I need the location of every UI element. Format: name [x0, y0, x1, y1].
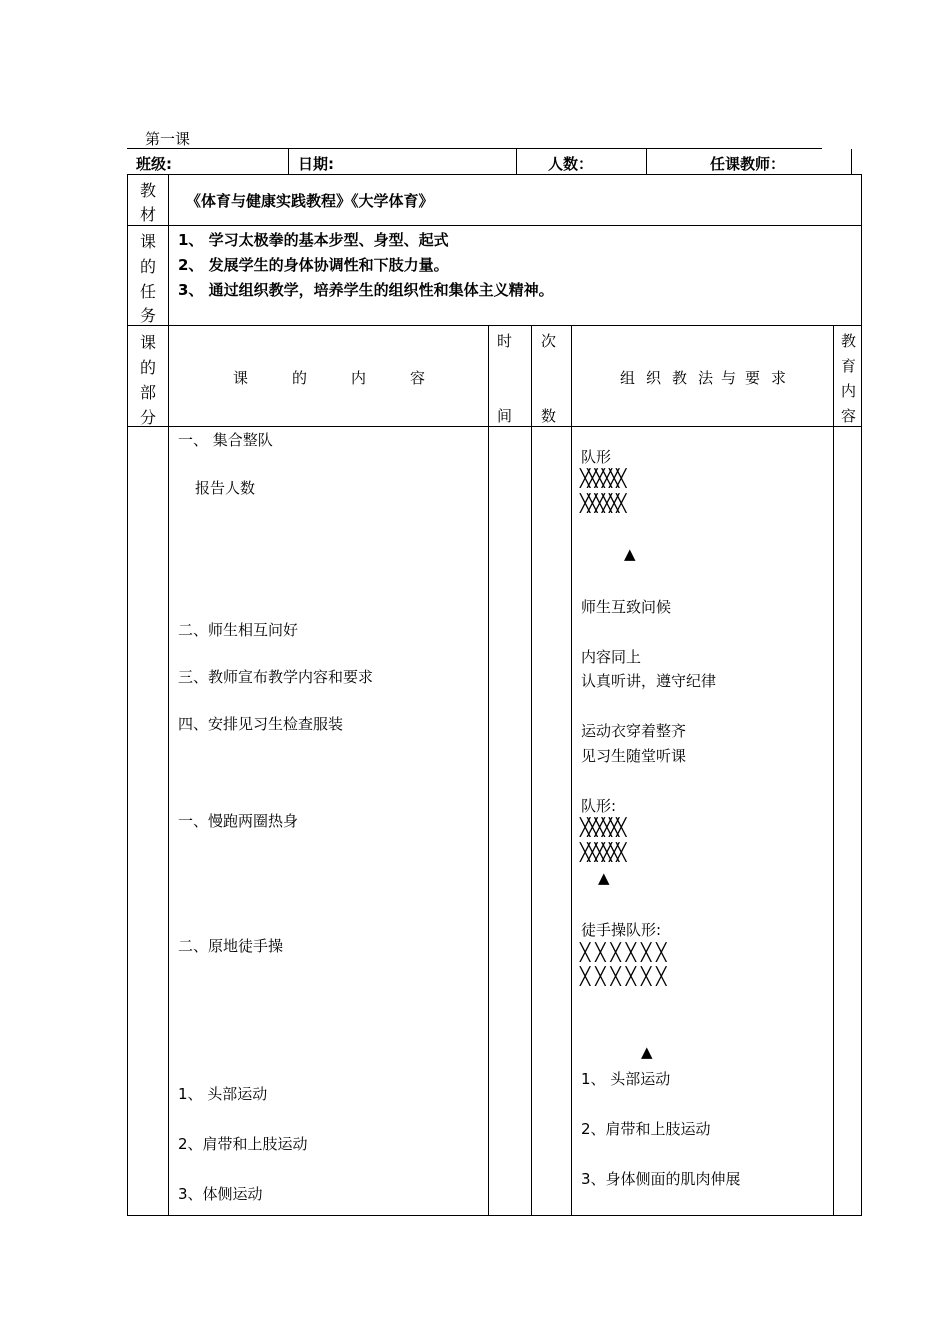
col-method-2: 织 [646, 369, 662, 387]
col-content-3: 内 [351, 369, 367, 387]
teacher-triangle-icon-3: ▲ [641, 1043, 653, 1061]
method-uniform: 运动衣穿着整齐 [581, 722, 687, 740]
content-item-7: 二、原地徒手操 [178, 937, 284, 955]
formation-row-5: ╳╳╳╳╳╳ [580, 943, 672, 963]
content-item-6: 一、慢跑两圈热身 [178, 812, 299, 830]
method-observer: 见习生随堂听课 [581, 747, 687, 765]
table-right-border [861, 174, 862, 1216]
material-label-2: 材 [139, 205, 156, 224]
method-same: 内容同上 [581, 648, 642, 666]
header-bottom-rule [127, 174, 862, 175]
content-item-2: 报告人数 [195, 479, 256, 497]
col-content-1: 课 [233, 369, 249, 387]
col-time-2: 间 [497, 407, 513, 425]
formation-label-2: 队形: [581, 797, 617, 815]
count-label: 人数： [548, 155, 594, 173]
formation-row-3: ╳╳╳╳╳╳ [580, 818, 624, 838]
table-bottom-border [127, 1215, 862, 1216]
col-method-5: 与 [721, 369, 737, 387]
content-item-3: 二、师生相互问好 [178, 621, 299, 639]
lesson-title: 第一课 [145, 130, 191, 148]
method-greeting: 师生互致问候 [581, 598, 672, 616]
content-item-4: 三、教师宣布教学内容和要求 [178, 668, 374, 686]
teacher-triangle-icon-2: ▲ [598, 869, 610, 887]
task-item-1: 1、 学习太极拳的基本步型、身型、起式 [178, 231, 449, 249]
col-method-6: 要 [745, 369, 761, 387]
method-listen: 认真听讲，遵守纪律 [581, 672, 717, 690]
col-time-1: 时 [497, 332, 513, 350]
tasks-label-3: 任 [139, 282, 156, 301]
formation-label-1: 队形 [581, 448, 612, 466]
col-method-4: 法 [698, 369, 714, 387]
teacher-triangle-icon: ▲ [624, 545, 636, 563]
col-method-1: 组 [620, 369, 636, 387]
col-edu-2: 育 [841, 357, 857, 375]
col-edu-1: 教 [841, 332, 857, 350]
formation-row-1: ╳╳╳╳╳╳ [580, 469, 624, 489]
class-label: 班级: [136, 155, 172, 173]
teacher-label: 任课教师： [710, 155, 786, 173]
col-edu-3: 内 [841, 382, 857, 400]
task-item-3: 3、 通过组织教学，培养学生的组织性和集体主义精神。 [178, 281, 554, 299]
col-content-2: 的 [292, 369, 308, 387]
tasks-label-2: 的 [139, 257, 156, 276]
task-item-2: 2、 发展学生的身体协调性和下肢力量。 [178, 256, 449, 274]
col-part-4: 分 [139, 408, 156, 427]
formation-row-4: ╳╳╳╳╳╳ [580, 843, 624, 863]
col-edu-4: 容 [841, 407, 857, 425]
method-ex2: 2、肩带和上肢运动 [581, 1120, 711, 1138]
material-text: 《体育与健康实践教程》《大学体育》 [186, 192, 434, 210]
col-count-1: 次 [541, 332, 557, 350]
content-item-10: 3、体侧运动 [178, 1185, 263, 1203]
col-part-1: 课 [139, 333, 156, 352]
tasks-label-4: 务 [139, 306, 156, 325]
tasks-label-1: 课 [139, 232, 156, 251]
col-method-7: 求 [771, 369, 787, 387]
date-label: 日期: [298, 155, 334, 173]
method-ex3: 3、身体侧面的肌肉伸展 [581, 1170, 741, 1188]
material-label-1: 教 [139, 181, 156, 200]
col-count-2: 数 [541, 407, 557, 425]
content-item-9: 2、肩带和上肢运动 [178, 1135, 308, 1153]
col-part-2: 的 [139, 358, 156, 377]
method-ex1: 1、 头部运动 [581, 1070, 671, 1088]
content-item-8: 1、 头部运动 [178, 1085, 268, 1103]
header-top-rule [127, 148, 822, 149]
formation-row-6: ╳╳╳╳╳╳ [580, 967, 672, 987]
col-content-4: 容 [410, 369, 426, 387]
content-item-1: 一、 集合整队 [178, 431, 273, 449]
col-method-3: 教 [672, 369, 688, 387]
content-item-5: 四、安排见习生检查服装 [178, 715, 344, 733]
col-part-3: 部 [139, 383, 156, 402]
exercise-formation-label: 徒手操队形: [581, 921, 662, 939]
formation-row-2: ╳╳╳╳╳╳ [580, 494, 624, 514]
